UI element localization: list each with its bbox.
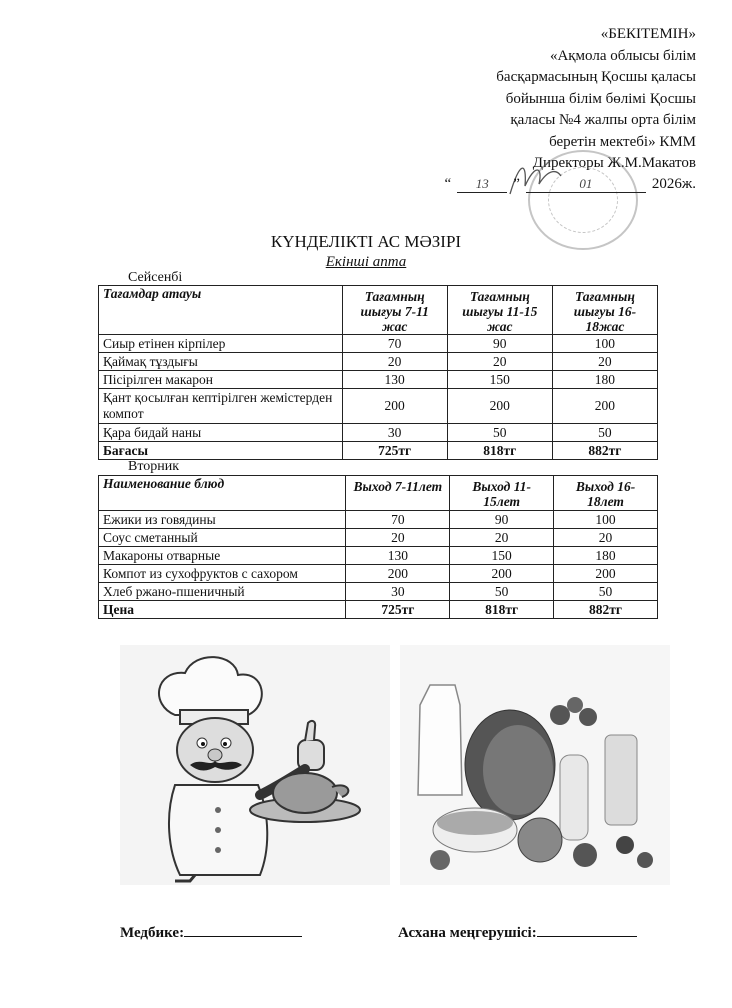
date-year: 2026ж.: [651, 176, 696, 192]
menu-table-ru: [98, 475, 658, 619]
dish-name: Қант қосылған кептірілген жемістерден компот: [99, 389, 343, 424]
table-row: [99, 335, 658, 353]
price-value: 818тг: [450, 601, 554, 619]
date-month: 01: [526, 176, 646, 193]
portion-value: 100: [552, 335, 657, 353]
table-row: [99, 353, 658, 371]
menu-table-kz: [98, 285, 658, 460]
portion-value: 50: [447, 424, 552, 442]
table-row: [99, 389, 658, 424]
dish-name: Ежики из говядины: [99, 511, 346, 529]
portion-value: 20: [552, 353, 657, 371]
header-cell: Тағамның шығуы 16-18жас: [552, 286, 657, 335]
table-row: [99, 583, 658, 601]
total-row: [99, 442, 658, 460]
portion-value: 50: [450, 583, 554, 601]
dish-name: Пісірілген макарон: [99, 371, 343, 389]
portion-value: 50: [554, 583, 658, 601]
nurse-signature: [120, 922, 302, 942]
dish-name: Қара бидай наны: [99, 424, 343, 442]
portion-value: 20: [447, 353, 552, 371]
table-row: [99, 565, 658, 583]
portion-value: 200: [450, 565, 554, 583]
portion-value: 20: [554, 529, 658, 547]
page-title: КҮНДЕЛІКТІ АС МӘЗІРІ: [270, 232, 462, 251]
date-day: 13: [457, 176, 507, 193]
dish-name: Сиыр етінен кірпілер: [99, 335, 343, 353]
portion-value: 180: [552, 371, 657, 389]
portion-value: 200: [552, 389, 657, 424]
portion-value: 130: [342, 371, 447, 389]
header-cell: Выход 11-15лет: [450, 476, 554, 511]
table-row: [99, 511, 658, 529]
canteen-signature: [398, 922, 637, 942]
canteen-label: Асхана меңгерушісі:: [398, 925, 537, 941]
approval-heading: «БЕКІТЕМІН»: [600, 26, 696, 42]
portion-value: 70: [346, 511, 450, 529]
dish-name: Соус сметанный: [99, 529, 346, 547]
food-illustration: [400, 645, 670, 885]
table-row: [99, 424, 658, 442]
portion-value: 30: [346, 583, 450, 601]
dish-name: Хлеб ржано-пшеничный: [99, 583, 346, 601]
price-value: 882тг: [552, 442, 657, 460]
price-value: 725тг: [342, 442, 447, 460]
approval-line: бойынша білім бөлімі Қосшы: [505, 90, 696, 107]
price-value: 818тг: [447, 442, 552, 460]
portion-value: 130: [346, 547, 450, 565]
page-subtitle: Екінші апта: [325, 254, 407, 270]
portion-value: 200: [346, 565, 450, 583]
header-cell: Выход 7-11лет: [346, 476, 450, 511]
approval-line: қаласы №4 жалпы орта білім: [510, 112, 696, 128]
portion-value: 20: [342, 353, 447, 371]
nurse-label: Медбике:: [120, 925, 185, 941]
header-cell: Тағамның шығуы 11-15 жас: [447, 286, 552, 335]
chef-illustration: [120, 645, 390, 885]
portion-value: 90: [450, 511, 554, 529]
header-cell: Выход 16-18лет: [554, 476, 658, 511]
portion-value: 200: [342, 389, 447, 424]
portion-value: 150: [447, 371, 552, 389]
portion-value: 50: [552, 424, 657, 442]
portion-value: 90: [447, 335, 552, 353]
nurse-signature-line: [184, 922, 302, 937]
total-label: Бағасы: [99, 442, 343, 460]
director-line: Директоры Ж.М.Макатов: [532, 155, 696, 171]
approval-line: басқармасының Қосшы қаласы: [496, 69, 696, 85]
portion-value: 70: [342, 335, 447, 353]
dish-name: Макароны отварные: [99, 547, 346, 565]
approval-block: [396, 24, 696, 175]
dish-name: Қаймақ тұздығы: [99, 353, 343, 371]
header-cell: Тағамның шығуы 7-11 жас: [342, 286, 447, 335]
total-row: [99, 601, 658, 619]
approval-line: беретін мектебі» КММ: [549, 133, 696, 150]
table-row: [99, 371, 658, 389]
portion-value: 20: [346, 529, 450, 547]
table-row: [99, 529, 658, 547]
portion-value: 100: [554, 511, 658, 529]
portion-value: 30: [342, 424, 447, 442]
table-header: [99, 476, 658, 511]
approval-date: “ 13 ” 01 2026ж.: [444, 176, 696, 192]
approval-line: «Ақмола облысы білім: [549, 47, 696, 64]
total-label: Цена: [99, 601, 346, 619]
portion-value: 200: [447, 389, 552, 424]
price-value: 882тг: [554, 601, 658, 619]
price-value: 725тг: [346, 601, 450, 619]
day-label-kz: Сейсенбі: [128, 270, 183, 285]
header-cell: Тағамдар атауы: [99, 286, 343, 335]
portion-value: 180: [554, 547, 658, 565]
table-row: [99, 547, 658, 565]
table-header: [99, 286, 658, 335]
dish-name: Компот из сухофруктов с сахором: [99, 565, 346, 583]
header-cell: Наименование блюд: [99, 476, 346, 511]
day-label-ru: Вторник: [128, 459, 180, 474]
canteen-signature-line: [537, 922, 637, 937]
portion-value: 20: [450, 529, 554, 547]
portion-value: 200: [554, 565, 658, 583]
portion-value: 150: [450, 547, 554, 565]
